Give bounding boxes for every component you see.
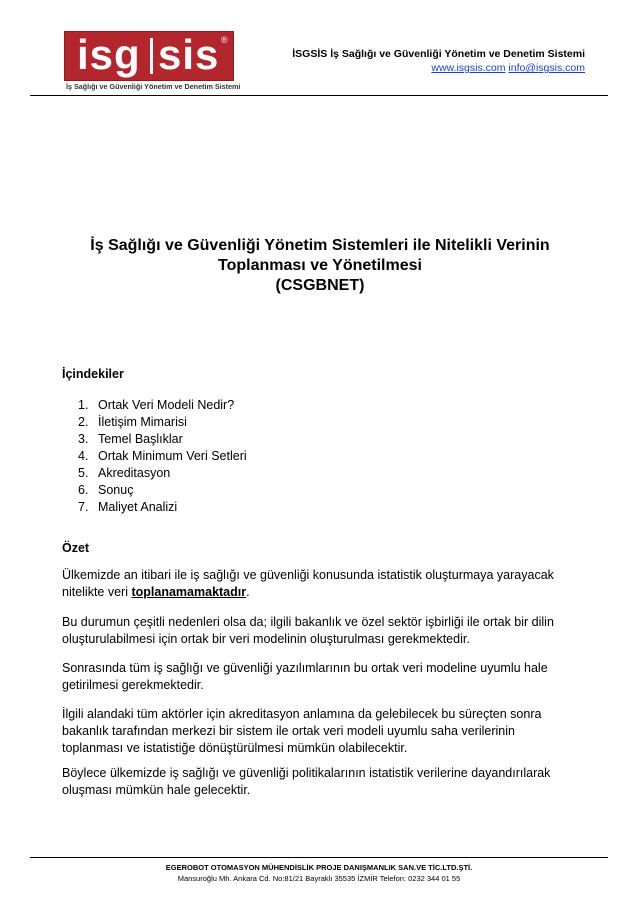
footer-divider xyxy=(30,857,608,858)
document-title xyxy=(60,236,580,296)
header-divider xyxy=(30,95,608,96)
summary-paragraph-4: İlgili alandaki tüm aktörler için akreditasyon anlamına da gelebilecek bu süreçten sonra bakanlık tarafından merkezi bir sistem ile ortak veri modeli uyumlu saha verilerinin toplanması ve istatistiğe dönüştürülmesi mümkün olabilecektir. xyxy=(62,707,542,755)
registered-mark: ® xyxy=(221,35,228,45)
toc-heading: İçindekiler xyxy=(62,367,124,381)
logo-text-left: isg xyxy=(77,31,141,78)
footer-company: EGEROBOT OTOMASYON MÜHENDİSLİK PROJE DANIŞMANLIK SAN.VE TİC.LTD.ŞTİ. xyxy=(165,863,473,872)
toc-item[interactable]: 3. Temel Başlıklar xyxy=(78,432,183,446)
table-of-contents xyxy=(78,397,247,516)
title-line-3: (CSGBNET) xyxy=(275,277,365,294)
summary-paragraph-5: Böylece ülkemizde iş sağlığı ve güvenliği politikalarının istatistik verilerine dayandırılarak oluşması mümkün hale gelecektir. xyxy=(62,766,551,797)
page-header xyxy=(0,0,638,96)
toc-item[interactable]: 2. İletişim Mimarisi xyxy=(78,415,187,429)
toc-item[interactable]: 5. Akreditasyon xyxy=(78,466,171,480)
logo-text-right: sis xyxy=(158,31,220,78)
summary-paragraph-3: Sonrasında tüm iş sağlığı ve güvenliği yazılımlarının bu ortak veri modeline uyumlu hale getirilmesi gerekmektedir. xyxy=(62,661,548,692)
footer-address: Mansuroğlu Mh. Ankara Cd. No:81/21 Bayraklı 35535 İZMİR Telefon: 0232 344 01 55 xyxy=(177,874,461,883)
isgsis-logo[interactable] xyxy=(64,31,241,93)
summary-paragraph-2: Bu durumun çeşitli nedenleri olsa da; ilgili bakanlık ve özel sektör işbirliği ile ortak bir dilin oluşturulabilmesi için ortak bir veri modelinin oluşturulması gerekmektedir. xyxy=(62,615,554,646)
header-title: İSGSİS İş Sağlığı ve Güvenliği Yönetim ve Denetim Sistemi xyxy=(292,48,585,60)
logo-divider xyxy=(150,38,153,74)
logo-tagline: İş Sağlığı ve Güvenliği Yönetim ve Denetim Sistemi xyxy=(66,82,241,91)
toc-item[interactable]: 6. Sonuç xyxy=(78,483,134,497)
email-link[interactable]: info@isgsis.com xyxy=(508,62,585,74)
toc-item[interactable]: 1. Ortak Veri Modeli Nedir? xyxy=(78,398,235,412)
header-links xyxy=(431,62,585,74)
summary-paragraph-1: Ülkemizde an itibari ile iş sağlığı ve güvenliği konusunda istatistik oluşturmaya yarayacak nitelikte veri toplanamamaktadır. xyxy=(62,568,554,599)
toc-item[interactable]: 4. Ortak Minimum Veri Setleri xyxy=(78,449,247,463)
logo-badge xyxy=(64,31,234,81)
title-line-2: Toplanması ve Yönetilmesi xyxy=(218,257,422,274)
title-line-1: İş Sağlığı ve Güvenliği Yönetim Sistemleri ile Nitelikli Verinin xyxy=(90,237,550,254)
website-link[interactable]: www.isgsis.com xyxy=(431,62,506,74)
summary-heading: Özet xyxy=(62,541,90,555)
toc-item[interactable]: 7. Maliyet Analizi xyxy=(78,500,178,514)
emphasis-text: toplanamamaktadır xyxy=(131,585,247,599)
